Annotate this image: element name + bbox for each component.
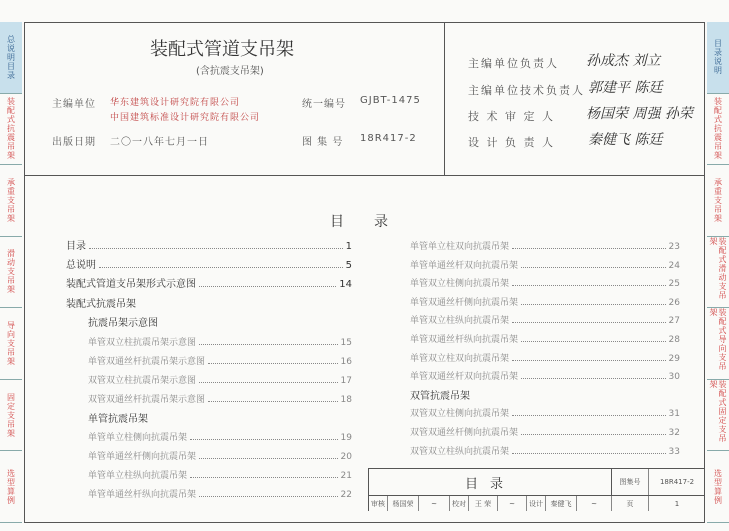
- toc-entry-page: 16: [340, 356, 352, 367]
- right-tab-5[interactable]: [707, 380, 729, 452]
- right-tab-label: 目录说明: [713, 39, 723, 76]
- left-tab-0[interactable]: [0, 22, 22, 94]
- toc-entry-page: 29: [668, 353, 680, 364]
- toc-leader-dots: [521, 378, 666, 379]
- toc-entry[interactable]: [410, 443, 680, 457]
- toc-title: 目录: [330, 214, 418, 230]
- left-tab-6[interactable]: [0, 451, 22, 523]
- toc-entry[interactable]: [410, 405, 680, 419]
- right-tab-label: 装配式固定支吊架: [709, 379, 727, 443]
- sign-role-4: 设 计 负 责 人: [468, 136, 555, 149]
- toc-heading: 抗震吊架示意图: [88, 318, 158, 330]
- toc-entry-title: 单管单通丝杆双向抗震吊架: [410, 260, 519, 271]
- toc-entry-title: 单管单通丝杆纵向抗震吊架: [88, 490, 197, 501]
- left-tab-label: 滑动支吊架: [6, 249, 16, 295]
- toc-entry-page: 5: [345, 260, 352, 272]
- code-label: 统一编号: [302, 99, 346, 110]
- right-tab-1[interactable]: [707, 94, 729, 166]
- toc-entry[interactable]: [410, 312, 680, 326]
- toc-entry-page: 1: [345, 241, 352, 252]
- toc-leader-dots: [89, 248, 343, 249]
- toc-entry-page: 24: [668, 260, 680, 271]
- toc-leader-dots: [199, 286, 336, 287]
- toc-leader-dots: [521, 267, 666, 268]
- toc-entry-title: 单管双通丝杆抗震吊架示意图: [88, 356, 206, 367]
- editor-label: 主编单位: [52, 99, 96, 110]
- right-tab-label: 承重支吊架: [713, 177, 723, 223]
- toc-entry-page: 17: [340, 375, 352, 386]
- toc-entry-title: 单管单立柱双向抗震吊架: [410, 242, 510, 252]
- toc-entry[interactable]: [410, 257, 680, 271]
- toc-entry-title: 总说明: [66, 260, 96, 272]
- toc-entry-page: 14: [339, 279, 352, 291]
- toc-entry[interactable]: [410, 368, 680, 382]
- right-tab-label: 装配式抗震吊架: [713, 97, 723, 161]
- toc-entry-page: 31: [668, 409, 680, 420]
- toc-entry-title: 单管双通丝杆纵向抗震吊架: [410, 335, 519, 345]
- toc-entry[interactable]: [410, 350, 680, 364]
- atlas-label: 图 集 号: [302, 137, 344, 148]
- toc-leader-dots: [199, 344, 338, 345]
- sign-role-3: 技 术 审 定 人: [468, 110, 555, 123]
- tb-reviewer: 杨国荣: [388, 496, 419, 511]
- right-tab-4[interactable]: [707, 308, 729, 380]
- toc-entry[interactable]: [66, 276, 352, 290]
- toc-entry-title: 双管双通丝杆侧向抗震吊架: [410, 428, 519, 438]
- toc-leader-dots: [512, 285, 666, 286]
- toc-leader-dots: [521, 304, 666, 305]
- header-bottom-line: [24, 175, 705, 176]
- right-tab-label: 装配式导向支吊架: [709, 308, 727, 372]
- toc-entry-page: 20: [340, 452, 352, 463]
- toc-leader-dots: [99, 267, 343, 268]
- signature-2: 郭建平 陈廷: [588, 80, 663, 96]
- left-tab-1[interactable]: [0, 94, 22, 166]
- toc-entry-page: 25: [668, 279, 680, 290]
- toc-entry-page: 18: [340, 394, 352, 405]
- toc-leader-dots: [512, 415, 666, 416]
- toc-leader-dots: [512, 322, 666, 323]
- sign-role-2: 主编单位技术负责人: [468, 84, 585, 97]
- title-block-name: 目录: [369, 469, 612, 496]
- toc-entry-page: 23: [668, 242, 680, 252]
- left-tab-label: 装配式抗震吊架: [6, 97, 16, 161]
- toc-entry-page: 33: [668, 446, 680, 457]
- tb-check-sign: ~: [498, 496, 527, 511]
- toc-entry-page: 28: [668, 335, 680, 345]
- left-tab-label: 固定支吊架: [6, 392, 16, 438]
- toc-leader-dots: [199, 458, 338, 459]
- editor-org-2: 中国建筑标准设计研究院有限公司: [110, 113, 261, 123]
- toc-entry[interactable]: [88, 391, 352, 405]
- toc-entry-title: 双管双通丝杆抗震吊架示意图: [88, 394, 206, 405]
- left-tab-label: 承重支吊架: [6, 177, 16, 223]
- tb-check-label: 校对: [450, 496, 469, 511]
- header-divider: [444, 23, 445, 175]
- date-label: 出版日期: [52, 137, 96, 148]
- signature-4: 秦健飞 陈廷: [588, 132, 663, 148]
- tb-page-label: 页: [612, 496, 649, 511]
- right-tab-6[interactable]: [707, 451, 729, 523]
- tb-page-number: 1: [674, 499, 680, 508]
- toc-entry-title: 装配式管道支吊架形式示意图: [66, 279, 196, 291]
- toc-entry-title: 单管双立柱纵向抗震吊架: [410, 316, 510, 327]
- document-title: 装配式管道支吊架: [150, 39, 294, 60]
- toc-entry-page: 21: [340, 471, 352, 482]
- left-tab-label: 导向支吊架: [6, 321, 16, 367]
- title-block: [368, 468, 705, 511]
- editor-org-1: 华东建筑设计研究院有限公司: [110, 98, 241, 108]
- toc-leader-dots: [208, 363, 338, 364]
- toc-leader-dots: [208, 401, 338, 402]
- signature-1: 孙成杰 刘立: [586, 53, 661, 69]
- toc-entry[interactable]: [410, 294, 680, 308]
- left-tab-4[interactable]: [0, 308, 22, 380]
- publish-date: 二〇一八年七月一日: [110, 137, 209, 148]
- toc-leader-dots: [199, 382, 338, 383]
- toc-entry[interactable]: [88, 372, 352, 386]
- toc-entry[interactable]: [410, 424, 680, 438]
- toc-entry-page: 26: [668, 297, 680, 308]
- toc-entry[interactable]: [88, 467, 352, 481]
- document-subtitle: (含抗震支吊架): [196, 66, 264, 77]
- left-tab-bar: [0, 22, 22, 523]
- toc-entry-title: 双管双立柱纵向抗震吊架: [410, 446, 510, 457]
- right-tab-label: 装配式滑动支吊架: [709, 236, 727, 300]
- tb-atlas-label: 图集号: [612, 469, 649, 495]
- toc-entry-title: 目录: [66, 241, 86, 252]
- toc-entry-page: 22: [340, 490, 352, 501]
- toc-entry-title: 单管单立柱侧向抗震吊架: [88, 433, 188, 443]
- toc-entry[interactable]: [410, 275, 680, 289]
- toc-entry-page: 30: [668, 372, 680, 383]
- atlas-number: 18R417-2: [360, 133, 417, 144]
- toc-entry[interactable]: [66, 257, 352, 271]
- toc-entry-title: 单管双立柱双向抗震吊架: [410, 353, 510, 364]
- tb-designer: 秦健飞: [546, 496, 577, 511]
- toc-entry-title: 单管双通丝杆双向抗震吊架: [410, 372, 519, 383]
- toc-entry[interactable]: [88, 448, 352, 462]
- toc-entry-title: 单管双通丝杆侧向抗震吊架: [410, 297, 519, 308]
- toc-entry[interactable]: [88, 486, 352, 500]
- tb-atlas-number: 18R417-2: [659, 478, 695, 486]
- toc-entry[interactable]: [410, 331, 680, 345]
- tb-review-label: 审核: [369, 496, 388, 511]
- signature-3: 杨国荣 周强 孙荣: [586, 106, 693, 122]
- tb-review-sign: ~: [419, 496, 450, 511]
- toc-entry-title: 单管单通丝杆侧向抗震吊架: [88, 452, 197, 463]
- toc-entry-page: 32: [668, 428, 680, 438]
- toc-entry-page: 19: [340, 433, 352, 443]
- toc-leader-dots: [199, 496, 338, 497]
- tb-design-label: 设计: [527, 496, 546, 511]
- toc-entry[interactable]: [88, 429, 352, 443]
- right-tab-3[interactable]: [707, 237, 729, 309]
- toc-entry[interactable]: [88, 334, 352, 348]
- left-tab-2[interactable]: [0, 165, 22, 237]
- toc-entry-page: 15: [340, 337, 352, 348]
- toc-entry-title: 单管单立柱纵向抗震吊架: [88, 471, 188, 482]
- tb-design-sign: ~: [577, 496, 612, 511]
- toc-heading: 装配式抗震吊架: [66, 299, 136, 311]
- toc-leader-dots: [190, 439, 338, 440]
- sign-role-1: 主编单位负责人: [468, 57, 559, 70]
- toc-leader-dots: [512, 248, 666, 249]
- toc-entry-title: 双管双立柱抗震吊架示意图: [88, 375, 197, 386]
- toc-entry[interactable]: [66, 238, 352, 252]
- unified-code: GJBT-1475: [360, 95, 421, 106]
- right-tab-label: 选型算例: [713, 468, 723, 505]
- left-tab-5[interactable]: [0, 380, 22, 452]
- toc-entry-title: 单管双立柱侧向抗震吊架: [410, 279, 510, 290]
- toc-heading: 单管抗震吊架: [88, 413, 148, 425]
- left-tab-label: 选型算例: [6, 468, 16, 505]
- right-tab-2[interactable]: [707, 165, 729, 237]
- toc-entry-page: 27: [668, 316, 680, 327]
- toc-heading: 双管抗震吊架: [410, 390, 470, 402]
- toc-leader-dots: [521, 341, 666, 342]
- toc-entry[interactable]: [410, 238, 680, 252]
- toc-leader-dots: [512, 360, 666, 361]
- toc-entry[interactable]: [88, 353, 352, 367]
- left-tab-3[interactable]: [0, 237, 22, 309]
- toc-leader-dots: [190, 477, 338, 478]
- toc-entry-title: 双管双立柱侧向抗震吊架: [410, 409, 510, 420]
- toc-entry-title: 单管双立柱抗震吊架示意图: [88, 337, 197, 348]
- tb-checker: 王 荣: [469, 496, 498, 511]
- toc-leader-dots: [521, 434, 666, 435]
- left-tab-label: 总说明目录: [6, 34, 16, 80]
- toc-leader-dots: [512, 453, 666, 454]
- right-tab-bar: [707, 22, 729, 523]
- right-tab-0[interactable]: [707, 22, 729, 94]
